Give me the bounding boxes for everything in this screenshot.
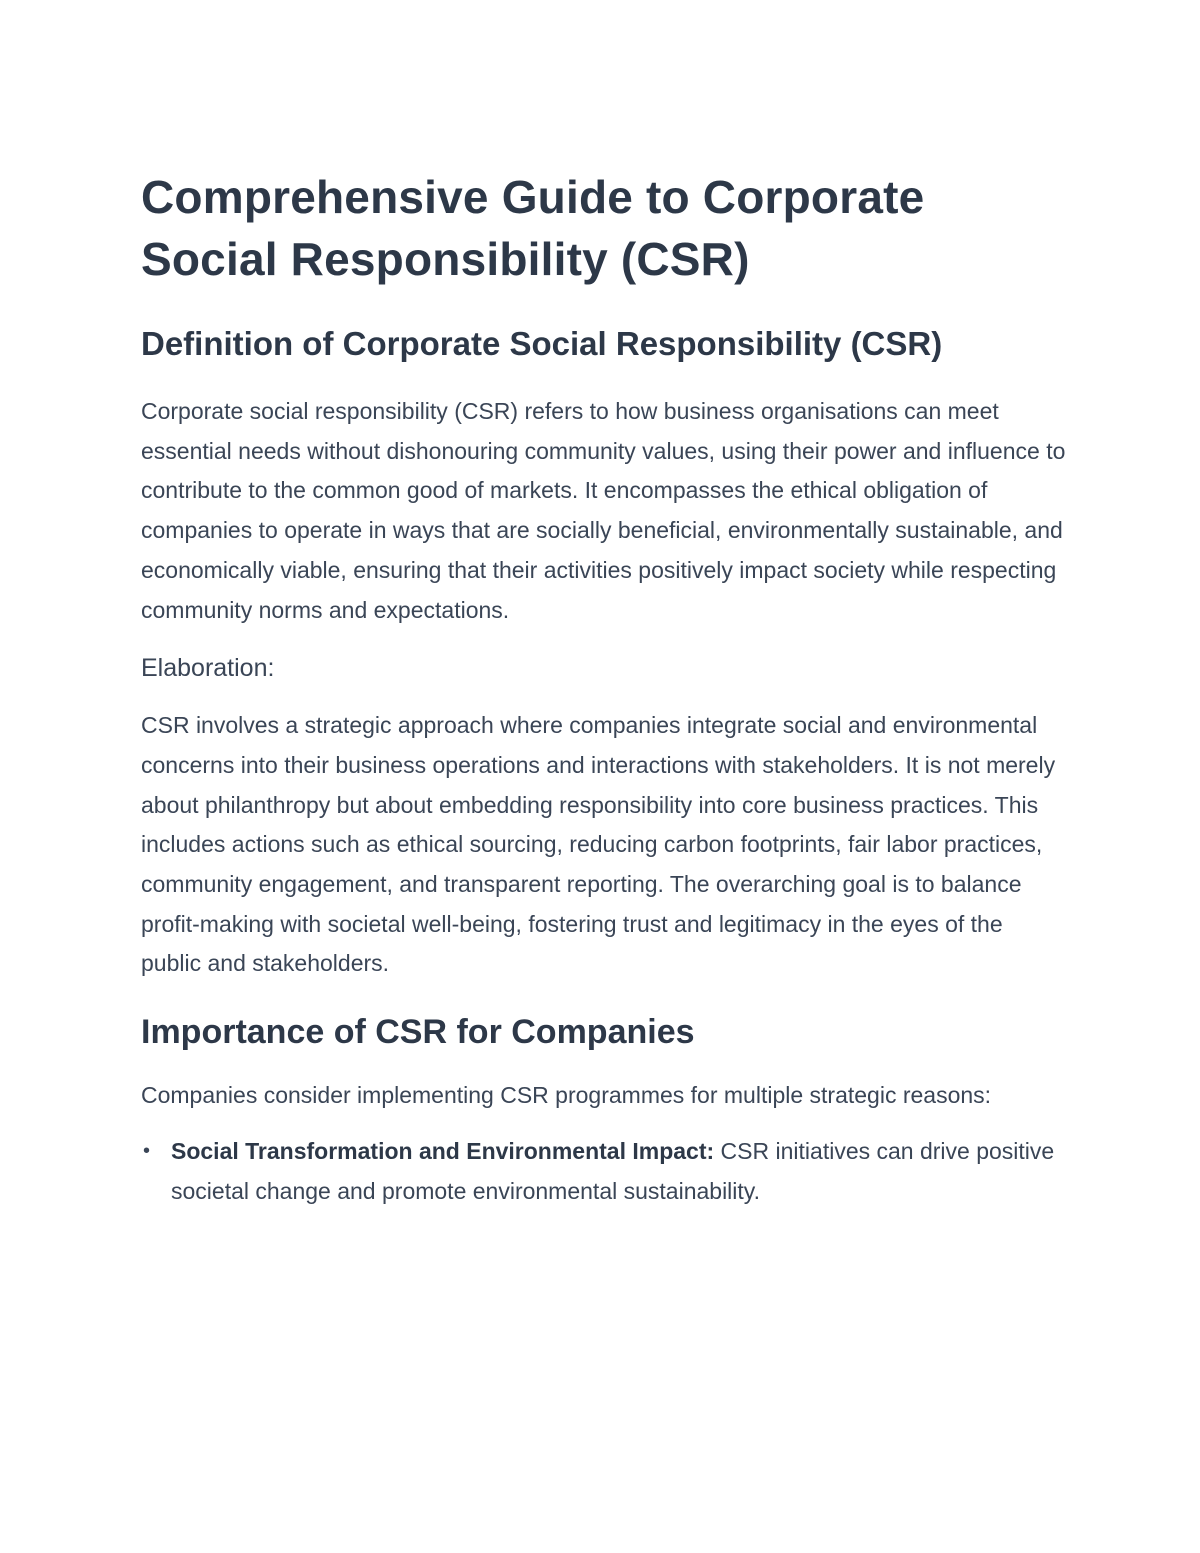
importance-intro-paragraph: Companies consider implementing CSR programmes for multiple strategic reasons: [141, 1082, 992, 1109]
document-title: Comprehensive Guide to Corporate Social Responsibility (CSR) [141, 171, 925, 285]
list-item [141, 1132, 1066, 1211]
elaboration-paragraph: CSR involves a strategic approach where companies integrate social and environmental concerns into their business operations and interactions with stakeholders. It is not merely about philanthropy but about embedding responsibility into core business practices. This includes actions such as ethical sourcing, reducing carbon footprints, fair labor practices, community engagement, and transparent reporting. The overarching goal is to balance profit-making with societal well-being, fostering trust and legitimacy in the eyes of the public and stakeholders. [141, 712, 1056, 977]
elaboration-heading: Elaboration: [141, 654, 275, 683]
importance-bullet-list [141, 1132, 1066, 1211]
bullet-icon: • [143, 1139, 151, 1162]
document-page [141, 166, 1066, 1211]
section-heading-definition: Definition of Corporate Social Responsibility (CSR) [141, 325, 943, 362]
definition-paragraph: Corporate social responsibility (CSR) refers to how business organisations can meet essential needs without dishonouring community values, using their power and influence to contribute to the common good of markets. It encompasses the ethical obligation of companies to operate in ways that are socially beneficial, environmentally sustainable, and economically viable, ensuring that their activities positively impact society while respecting community norms and expectations. [141, 398, 1066, 623]
section-heading-importance: Importance of CSR for Companies [141, 1013, 695, 1052]
list-item-label: Social Transformation and Environmental Impact: [171, 1137, 715, 1164]
list-item-text: CSR initiatives can drive positive societal change and promote environmental sustainability. [171, 1137, 1055, 1204]
